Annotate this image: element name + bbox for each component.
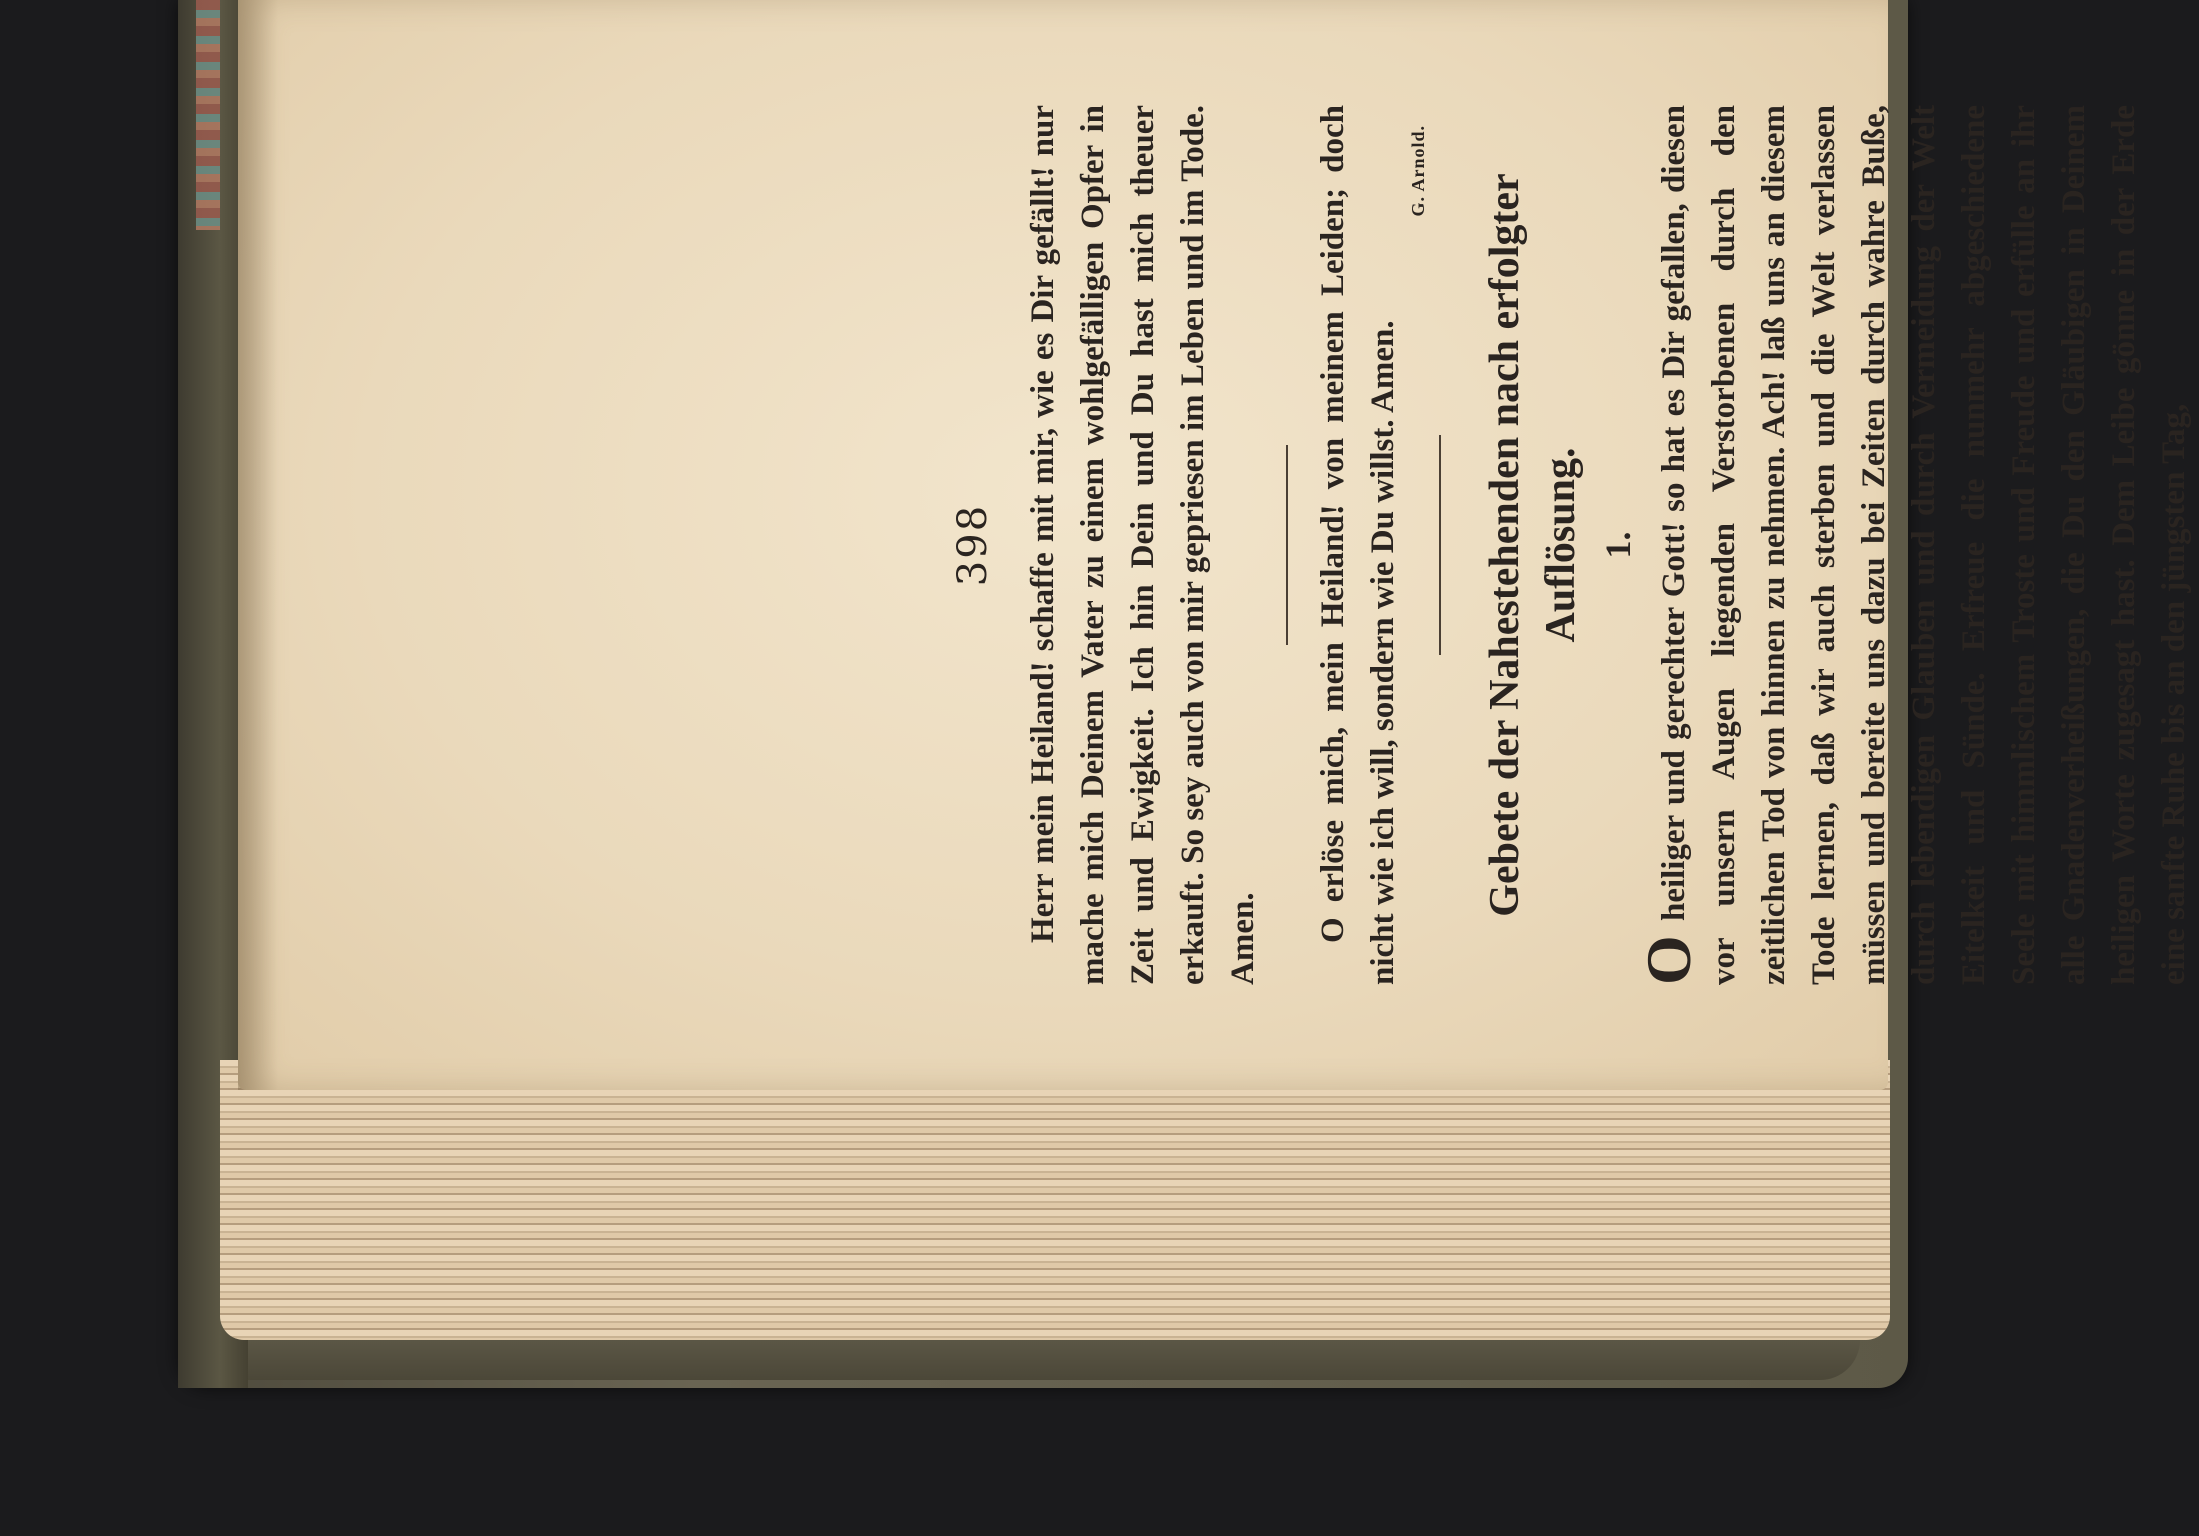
divider-rule [1286,445,1288,645]
prayer-paragraph-2: O erlöse mich, mein Heiland! von meinem Leiden; doch nicht wie ich will, sondern wie Du willst. Amen. [1315,105,1401,985]
section-heading: Gebete der Nahestehenden nach erfolgter Auflösung. [1482,173,1584,917]
section-number: 1. [1598,531,1638,559]
prayer-paragraph-3 [1633,104,2199,985]
page-edges [220,1060,1890,1340]
prayer-paragraph-1: Herr mein Heiland! schaffe mit mir, wie es Dir gefällt! nur mache mich Deinem Vater zu einem wohlgefälligen Opfer in Zeit und Ewigkeit. Ich hin Dein und Du hast mich theuer erkauft. So sey auch von mir gepriesen im Leben und im Tode. Amen. [1025,105,1261,985]
prayer-paragraph-3-text: heiliger und gerechter Gott! so hat es Dir gefallen, diesen vor unsern Augen liegenden Verstorbenen durch den zeitlichen Tod von hinnen zu nehmen. Ach! laß uns an diesem Tode lernen, daß wir auch sterben und die Welt verlassen müssen und bereite uns dazu bei Zeiten durch wahre Buße, durch lebendigen Glauben und durch Vermeidung der Welt Eitelkeit und Sünde. Erfreue die nunmehr abgeschiedene Seele mit himmlischem Troste und Freude und erfülle an ihr alle Gnadenverheißungen, die Du den Gläubigen in Deinem heiligen Worte zugesagt hast. Dem Leibe gönne in der Erde eine sanfte Ruhe bis an den jüngsten Tag, [1656,104,2192,985]
page-number: 398 [950,503,996,587]
divider-rule-2 [1439,435,1441,655]
author-attribution: G. Arnold. [1408,125,1428,217]
bookmark-ribbon [196,0,220,230]
gutter-shadow [238,0,278,1090]
drop-cap: O [1633,935,1704,985]
printed-text-block [910,105,2190,985]
